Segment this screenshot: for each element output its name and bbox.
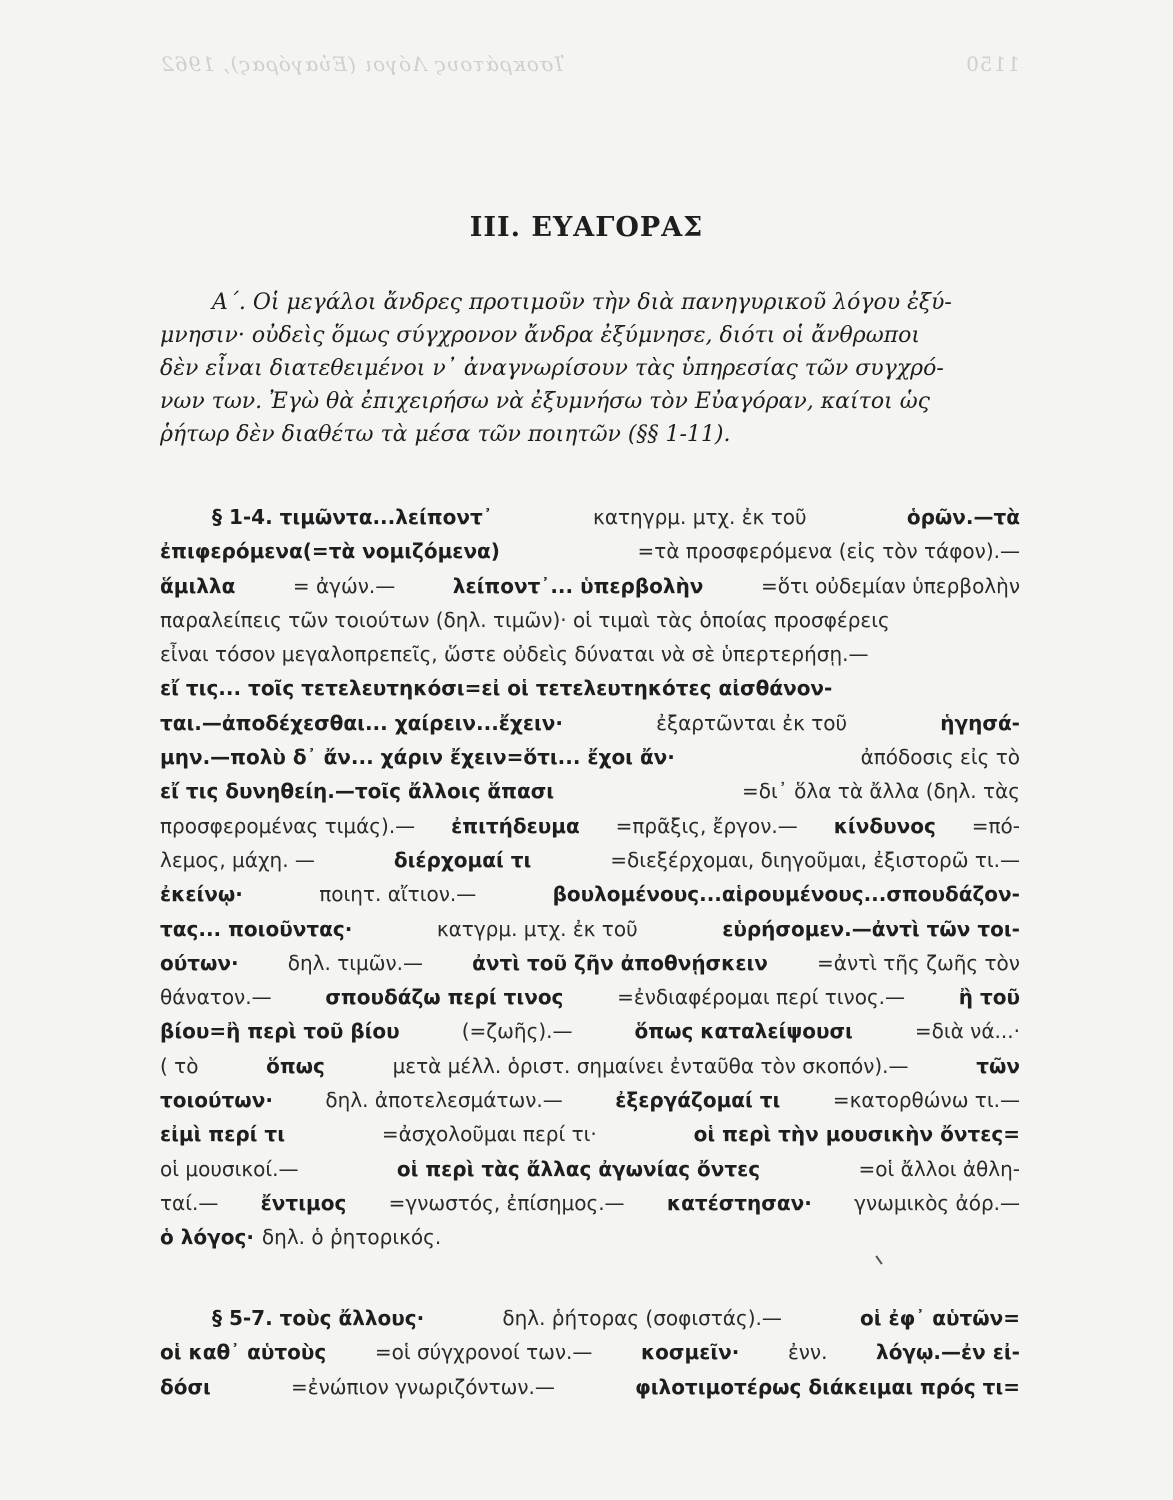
gloss-text: προσφερομένας τιμάς).— (160, 813, 416, 838)
gloss-text: ἐξαρτῶνται ἐκ τοῦ (656, 710, 848, 735)
summary-line: δὲν εἶναι διατεθειμένοι ν᾿ ἀναγνωρίσουν τὰς ὑπηρεσίας τῶν συγχρό- (160, 356, 944, 381)
commentary-section-1-4 (160, 500, 1020, 1255)
lemma-text: οἱ περὶ τὰς ἄλλας ἀγωνίας ὄντες (396, 1156, 761, 1181)
gloss-text: =διεξέρχομαι, διηγοῦμαι, ἐξιστορῶ τι.— (610, 847, 1020, 872)
commentary-line (160, 1152, 1020, 1186)
gloss-text: =πρᾶξις, ἔργον.— (615, 813, 798, 838)
summary-line: ῥήτωρ δὲν διαθέτω τὰ μέσα τῶν ποιητῶν (§§ 1-11). (160, 422, 731, 447)
commentary-line (160, 1186, 1020, 1220)
lemma-text: § 5-7. τοὺς ἄλλους· (212, 1306, 425, 1330)
gloss-text: (=ζωῆς).— (461, 1019, 573, 1044)
gloss-text: ποιητ. αἴτιον.— (319, 882, 477, 907)
gloss-text: εἶναι τόσον μεγαλοπρεπεῖς, ὥστε οὐδεὶς δύναται νὰ σὲ ὑπερτερήσῃ.— (160, 642, 869, 667)
gloss-text: =δι᾿ ὅλα τὰ ἄλλα (δηλ. τὰς (742, 779, 1020, 804)
lemma-text: ὅπως καταλείψουσι (634, 1019, 853, 1044)
bleed-running-title: Ἰσοκράτους Λόγοι (Εὐαγόρας), 1962 (160, 52, 565, 76)
commentary-line (160, 671, 1020, 705)
gloss-text: δηλ. ὁ ῥητορικός. (261, 1225, 442, 1250)
lemma-text: κίνδυνος (833, 813, 936, 838)
gloss-text: μετὰ μέλλ. ὁριστ. σημαίνει ἐνταῦθα τὸν σκοπόν).— (392, 1053, 909, 1078)
commentary-line (160, 706, 1020, 740)
gloss-text: ( τὸ (160, 1053, 199, 1078)
lemma-text: τῶν (976, 1053, 1020, 1078)
lemma-text: ται.—ἀποδέχεσθαι... χαίρειν...ἔχειν· (160, 710, 563, 735)
commentary-section-5-7 (160, 1301, 1020, 1404)
summary-line: Α΄. Οἱ μεγάλοι ἄνδρες προτιμοῦν τὴν διὰ πανηγυρικοῦ λόγου ἐξύ- (212, 290, 952, 315)
gloss-text: ἐνν. (787, 1340, 828, 1365)
gloss-text: θάνατον.— (160, 985, 272, 1010)
lemma-text: μην.—πολὺ δ᾿ ἄν... χάριν ἔχειν=ὅτι... ἔχοι ἄν· (160, 745, 675, 770)
lemma-text: λείποντ᾿... ὑπερβολὴν (452, 573, 704, 598)
commentary-line (160, 912, 1020, 946)
lemma-text: εὑρήσομεν.—ἀντὶ τῶν τοι- (722, 916, 1020, 941)
gloss-text: παραλείπεις τῶν τοιούτων (δηλ. τιμῶν)· οἱ τιμαὶ τὰς ὁποίας προσφέρεις (160, 607, 890, 632)
lemma-text: εἴ τις... τοῖς τετελευτηκόσι=εἰ οἱ τετελευτηκότες αἰσθάνον- (160, 676, 833, 701)
lemma-text: ἐξεργάζομαί τι (615, 1088, 781, 1113)
lemma-text: σπουδάζω περί τινος (325, 985, 564, 1010)
gloss-text: =ἐνδιαφέρομαι περί τινος.— (617, 985, 906, 1010)
gloss-text: =οἱ σύγχρονοί των.— (374, 1340, 593, 1365)
gloss-text: δηλ. ἀποτελεσμάτων.— (325, 1088, 563, 1113)
summary-line: μνησιν· οὐδεὶς ὅμως σύγχρονον ἄνδρα ἐξύμνησε, διότι οἱ ἄνθρωποι (160, 323, 920, 348)
commentary-line (160, 946, 1020, 980)
gloss-text: = ἀγών.— (292, 573, 396, 598)
lemma-text: § 1-4. τιμῶντα...λείποντ᾿ (212, 505, 493, 529)
gloss-text: ἀπόδοσις εἰς τὸ (860, 745, 1020, 770)
stray-mark (875, 1255, 882, 1264)
gloss-text: =οἱ ἄλλοι ἀθλη- (858, 1156, 1020, 1181)
gloss-text: λεμος, μάχη. — (160, 847, 315, 872)
lemma-text: ἢ τοῦ (958, 985, 1020, 1010)
commentary-line (160, 1014, 1020, 1048)
commentary-line (160, 534, 1020, 568)
commentary-line (160, 1083, 1020, 1117)
lemma-text: ἀντὶ τοῦ ζῆν ἀποθνῄσκειν (472, 950, 768, 975)
lemma-text: ὅπως (266, 1053, 325, 1078)
summary-line: νων των. Ἐγὼ θὰ ἐπιχειρήσω νὰ ἐξυμνήσω τὸν Εὐαγόραν, καίτοι ὡς (160, 389, 930, 414)
commentary-line (160, 877, 1020, 911)
gloss-text: κατηγρμ. μτχ. ἐκ τοῦ (593, 505, 807, 529)
lemma-text: ἔντιμος (260, 1190, 347, 1215)
gloss-text: =κατορθώνω τι.— (832, 1088, 1020, 1113)
gloss-text: =ἀντὶ τῆς ζωῆς τὸν (817, 950, 1020, 975)
commentary-line (160, 809, 1020, 843)
lemma-text: ἐπιφερόμενα(=τὰ νομιζόμενα) (160, 539, 500, 564)
lemma-text: ἡγησά- (940, 710, 1020, 735)
gloss-text: δηλ. τιμῶν.— (287, 950, 424, 975)
lemma-text: οἱ καθ᾿ αὑτοὺς (160, 1340, 327, 1365)
commentary-line (160, 843, 1020, 877)
lemma-text: ἐπιτήδευμα (451, 813, 580, 838)
commentary-line (160, 1301, 1020, 1335)
lemma-text: τοιούτων· (160, 1088, 273, 1113)
lemma-text: εἰμὶ περί τι (160, 1122, 285, 1147)
gloss-text: γνωμικὸς ἀόρ.— (854, 1190, 1020, 1215)
summary-paragraph (160, 286, 1020, 451)
commentary-line (160, 637, 1020, 671)
gloss-text: οἱ μουσικοί.— (160, 1156, 299, 1181)
lemma-text: τας... ποιοῦντας· (160, 916, 353, 941)
commentary-line (160, 774, 1020, 808)
gloss-text: δηλ. ῥήτορας (σοφιστάς).— (502, 1306, 782, 1330)
commentary-line (160, 1049, 1020, 1083)
commentary-line (160, 980, 1020, 1014)
lemma-text: ὁρῶν.—τὰ (906, 505, 1020, 529)
lemma-text: κατέστησαν· (666, 1190, 812, 1215)
gloss-text: =ἀσχολοῦμαι περί τι· (381, 1122, 597, 1147)
gloss-text: ταί.— (160, 1190, 219, 1215)
section-title: III. ΕΥΑΓΟΡΑΣ (469, 212, 704, 243)
lemma-text: κοσμεῖν· (640, 1340, 740, 1365)
commentary-line (160, 1220, 1020, 1254)
bleed-page-number: 1150 (965, 52, 1020, 76)
gloss-text: =πό- (971, 813, 1020, 838)
commentary-line (160, 1370, 1020, 1404)
gloss-text: =τὰ προσφερόμενα (εἰς τὸν τάφον).— (637, 539, 1020, 564)
commentary-line (160, 740, 1020, 774)
lemma-text: ἐκείνῳ· (160, 882, 243, 907)
gloss-text: κατγρμ. μτχ. ἐκ τοῦ (436, 916, 638, 941)
gloss-text: =διὰ νά...· (914, 1019, 1020, 1044)
lemma-text: ὁ λόγος· (160, 1225, 254, 1250)
commentary-line (160, 1117, 1020, 1151)
commentary-line (160, 1335, 1020, 1369)
lemma-text: φιλοτιμοτέρως διάκειμαι πρός τι= (635, 1374, 1020, 1399)
lemma-text: εἴ τις δυνηθείη.—τοῖς ἄλλοις ἅπασι (160, 779, 555, 804)
gloss-text: =γνωστός, ἐπίσημος.— (388, 1190, 625, 1215)
commentary-line (160, 569, 1020, 603)
gloss-text: =ὅτι οὐδεμίαν ὑπερβολὴν (760, 573, 1020, 598)
lemma-text: βίου=ἢ περὶ τοῦ βίου (160, 1019, 400, 1044)
lemma-text: λόγῳ.—ἐν εἰ- (876, 1340, 1020, 1365)
lemma-text: οἱ ἐφ᾿ αὑτῶν= (859, 1306, 1020, 1330)
lemma-text: οἱ περὶ τὴν μουσικὴν ὄντες= (693, 1122, 1020, 1147)
gloss-text: =ἐνώπιον γνωριζόντων.— (291, 1374, 555, 1399)
lemma-text: ἅμιλλα (160, 573, 236, 598)
lemma-text: δόσι (160, 1374, 211, 1399)
commentary-line (160, 500, 1020, 534)
lemma-text: διέρχομαί τι (393, 847, 532, 872)
lemma-text: βουλομένους...αἱρουμένους...σπουδάζον- (552, 882, 1020, 907)
commentary-line (160, 603, 1020, 637)
lemma-text: ούτων· (160, 950, 239, 975)
